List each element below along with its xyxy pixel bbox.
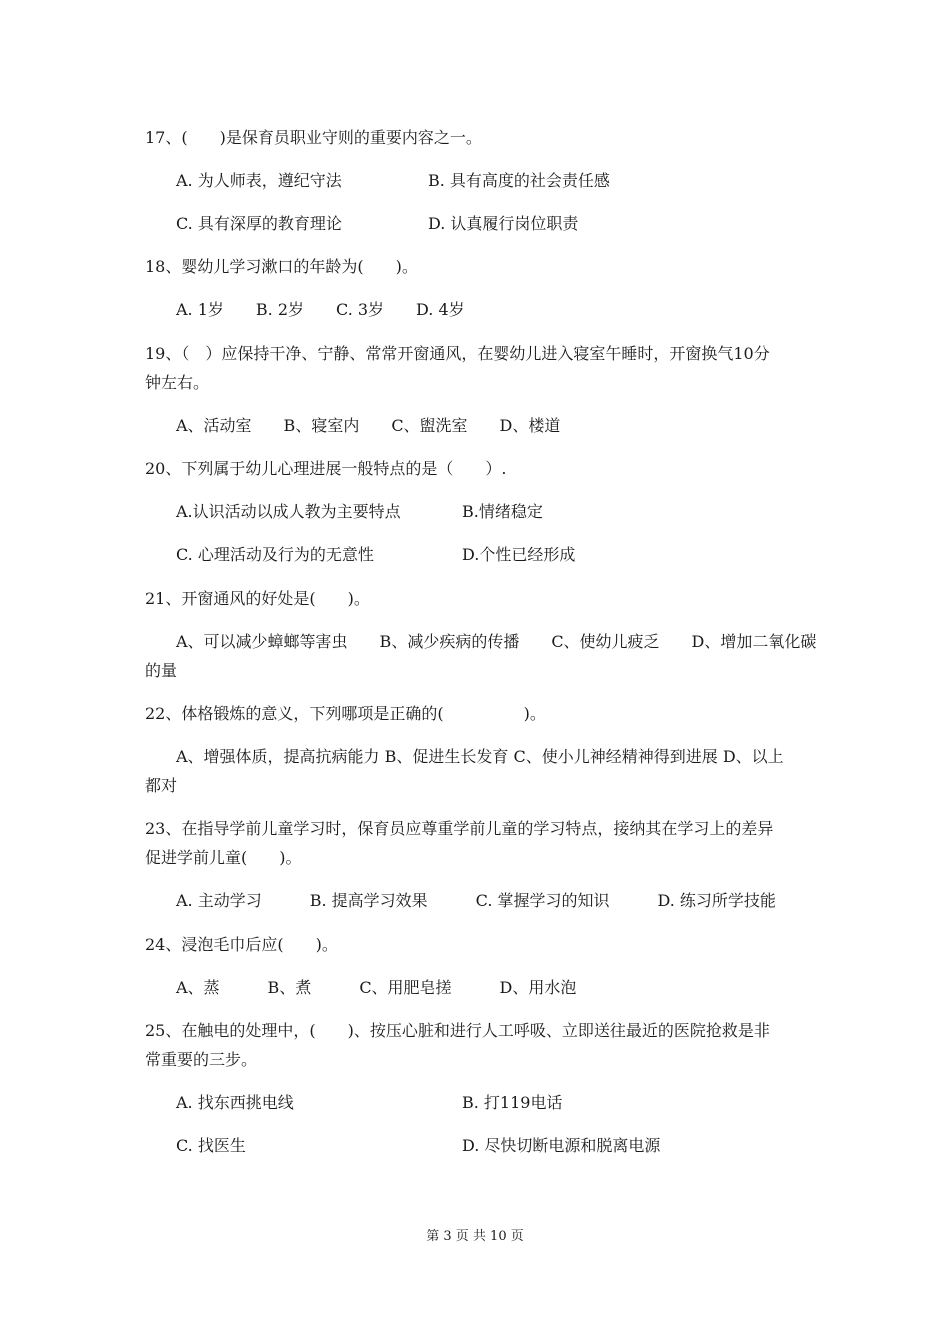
question-19-options: A、活动室 B、寝室内 C、盥洗室 D、楼道	[176, 416, 561, 435]
page-footer: 第 3 页 共 10 页	[426, 1229, 524, 1244]
question-23-options: A. 主动学习 B. 提高学习效果 C. 掌握学习的知识 D. 练习所学技能	[176, 891, 776, 910]
question-25-stem-line1: 25、在触电的处理中，( )、按压心脏和进行人工呼吸、立即送往最近的医院抢救是非	[145, 1021, 770, 1040]
question-25-option-b: B. 打119电话	[462, 1093, 563, 1112]
question-19-stem-line2: 钟左右。	[145, 373, 210, 392]
question-17-option-a: A. 为人师表，遵纪守法	[176, 171, 342, 190]
question-22-options-line2: 都对	[145, 776, 178, 795]
question-24-stem: 24、浸泡毛巾后应( )。	[145, 935, 338, 954]
question-18-options: A. 1岁 B. 2岁 C. 3岁 D. 4岁	[176, 300, 465, 319]
question-23-stem-line1: 23、在指导学前儿童学习时，保育员应尊重学前儿童的学习特点，接纳其在学习上的差异	[145, 819, 774, 838]
question-23-stem-line2: 促进学前儿童( )。	[145, 848, 302, 867]
question-17-stem: 17、( )是保育员职业守则的重要内容之一。	[145, 128, 482, 147]
question-20-option-d: D.个性已经形成	[462, 545, 576, 564]
question-24-options: A、蒸 B、煮 C、用肥皂搓 D、用水泡	[176, 978, 577, 997]
question-20-stem: 20、下列属于幼儿心理进展一般特点的是（ ）.	[145, 459, 507, 478]
question-21-options-line1: A、可以减少蟑螂等害虫 B、减少疾病的传播 C、使幼儿疲乏 D、增加二氧化碳	[176, 632, 817, 651]
question-21-options-line2: 的量	[145, 661, 178, 680]
question-17-option-b: B. 具有高度的社会责任感	[428, 171, 610, 190]
question-25-stem-line2: 常重要的三步。	[145, 1050, 258, 1069]
question-18-stem: 18、婴幼儿学习漱口的年龄为( )。	[145, 257, 418, 276]
question-20-option-b: B.情绪稳定	[462, 502, 543, 521]
question-17-option-d: D. 认真履行岗位职责	[428, 214, 579, 233]
question-22-options-line1: A、增强体质，提高抗病能力 B、促进生长发育 C、使小儿神经精神得到进展 D、以上	[176, 747, 784, 766]
question-17-option-c: C. 具有深厚的教育理论	[176, 214, 342, 233]
question-19-stem-line1: 19、（ ）应保持干净、宁静、常常开窗通风，在婴幼儿进入寝室午睡时，开窗换气10分	[145, 344, 770, 363]
question-25-option-c: C. 找医生	[176, 1136, 246, 1155]
question-25-option-a: A. 找东西挑电线	[176, 1093, 294, 1112]
question-20-option-c: C. 心理活动及行为的无意性	[176, 545, 374, 564]
question-21-stem: 21、开窗通风的好处是( )。	[145, 589, 370, 608]
question-20-option-a: A.认识活动以成人教为主要特点	[176, 502, 401, 521]
question-22-stem: 22、体格锻炼的意义，下列哪项是正确的( )。	[145, 704, 546, 723]
question-25-option-d: D. 尽快切断电源和脱离电源	[462, 1136, 661, 1155]
